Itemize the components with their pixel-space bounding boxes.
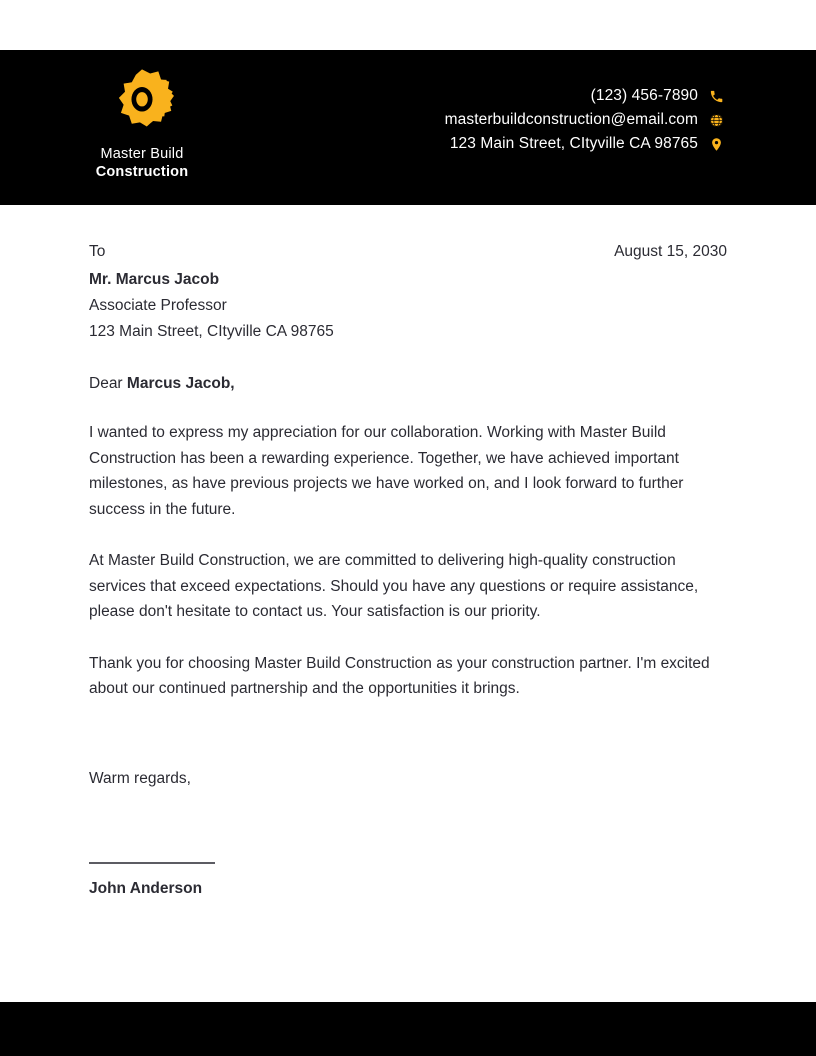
letter-date: August 15, 2030 [614, 243, 727, 260]
recipient-name: Mr. Marcus Jacob [89, 271, 220, 288]
contact-row-phone [591, 87, 724, 105]
gear-icon [90, 63, 194, 141]
contact-phone-text: (123) 456-7890 [590, 87, 698, 104]
salutation-name: Marcus Jacob, [126, 375, 235, 392]
letter-paragraph-1: I wanted to express my appreciation for our collaboration. Working with Master Build Construction has been a rewarding experience. Together, we have achieved important milestones, as have previous projects we have worked on, and I look forward to further success in the future. [89, 424, 684, 518]
globe-icon [708, 112, 724, 128]
salutation-prefix: Dear [89, 375, 127, 392]
contact-row-address [450, 135, 724, 153]
to-label: To [89, 243, 106, 260]
signature-rule [89, 862, 215, 864]
recipient-address: 123 Main Street, CItyville CA 98765 [89, 323, 334, 340]
contact-info-block [445, 87, 724, 153]
salutation [89, 375, 727, 393]
letter-content [89, 243, 727, 898]
brand-name-line1: Master Build [100, 146, 184, 162]
letterhead-footer [0, 1002, 816, 1056]
letter-paragraph-2: At Master Build Construction, we are committed to delivering high-quality construction services that exceed expectations. Should you have any questions or require assistance, please don't hesitate to contact us. Your satisfaction is our priority. [89, 552, 699, 620]
signature-name: John Anderson [89, 879, 203, 897]
contact-address-text: 123 Main Street, CItyville CA 98765 [449, 135, 698, 152]
letter-paragraph-3: Thank you for choosing Master Build Construction as your construction partner. I'm excited about our continued partnership and the opportunities it brings. [89, 654, 710, 697]
contact-email-text: masterbuildconstruction@email.com [444, 111, 698, 128]
letter-head-row [89, 243, 727, 261]
location-pin-icon [708, 136, 724, 152]
contact-row-email [445, 111, 724, 129]
brand-name-line2: Construction [95, 164, 189, 180]
page-top-margin [0, 0, 816, 50]
brand-block [90, 63, 194, 180]
letterhead-header [0, 50, 816, 205]
recipient-title: Associate Professor [89, 297, 227, 314]
closing-text: Warm regards, [89, 769, 191, 787]
letter-body-area [0, 205, 816, 1002]
phone-icon [708, 88, 724, 104]
